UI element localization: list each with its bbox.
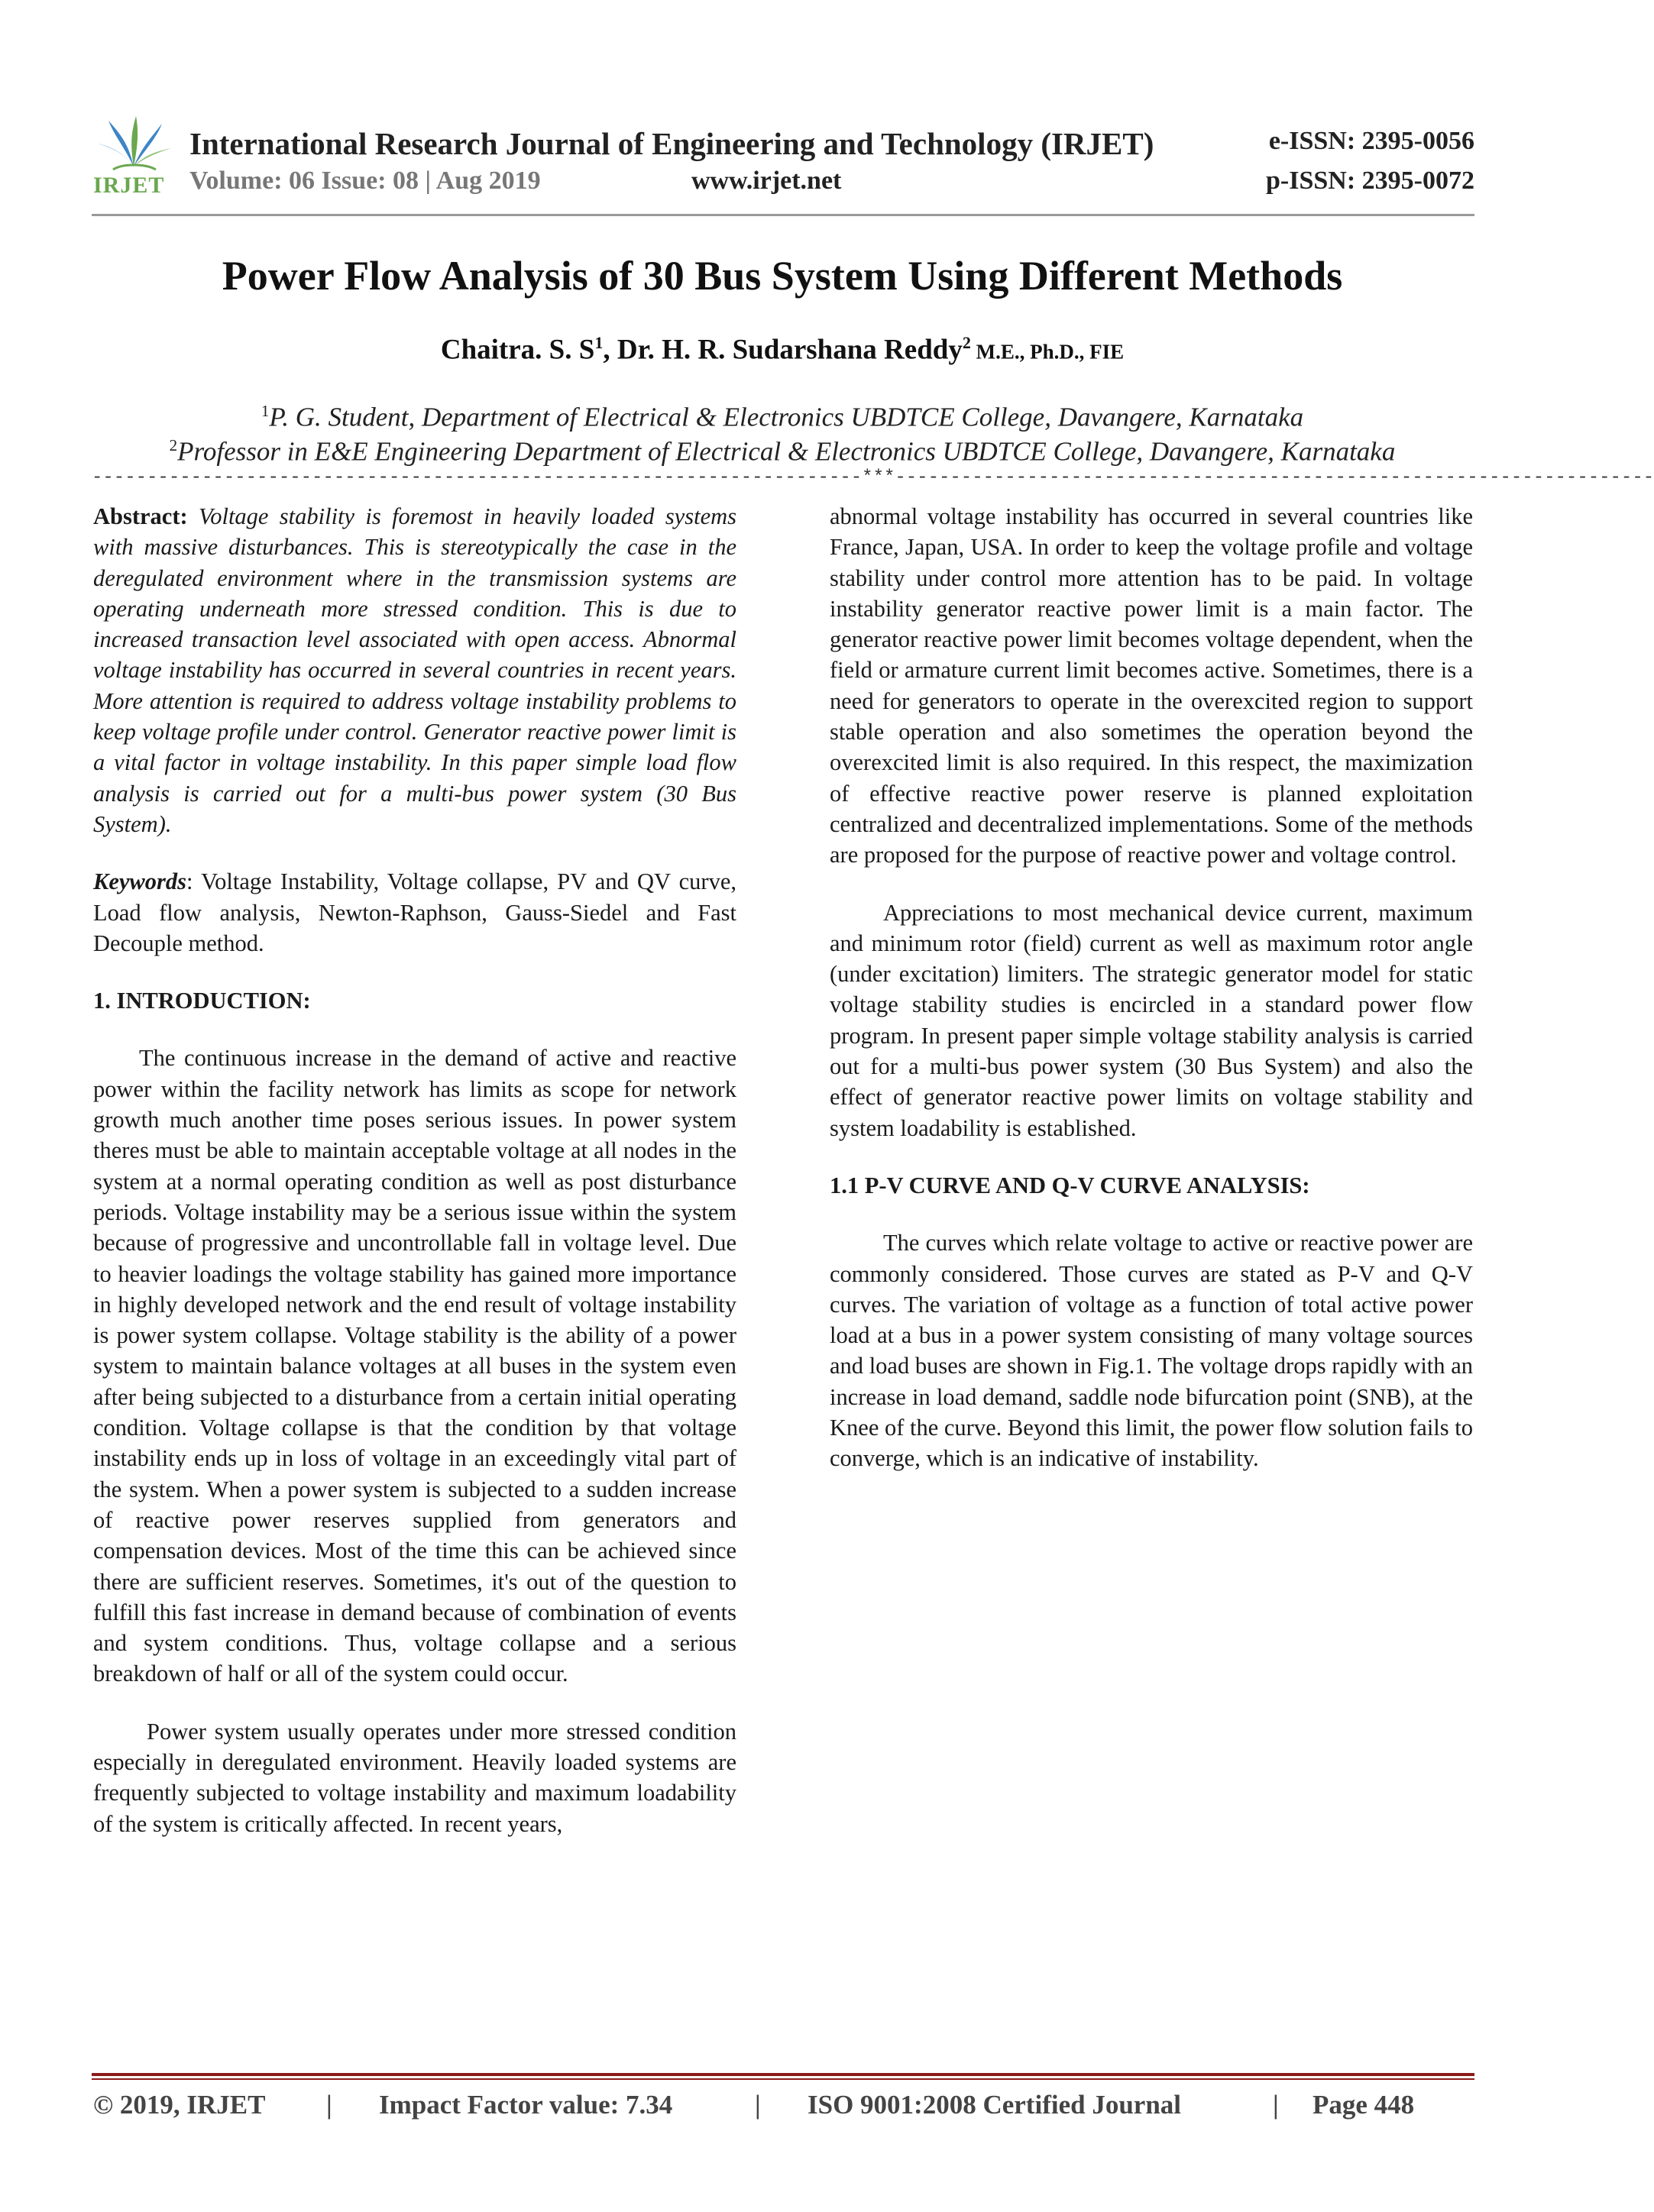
journal-name: International Research Journal of Engineering and Technology (IRJET) [189,126,1154,161]
abstract-label: Abstract: [93,503,188,529]
volume-issue: Volume: 06 Issue: 08 | Aug 2019 [189,167,541,195]
keywords-text: : Voltage Instability, Voltage collapse, PV and QV curve, Load flow analysis, Newton-Raphson, Gauss-Siedel and Fast Decouple method. [93,868,736,956]
affiliation-1-text: P. G. Student, Department of Electrical & Electronics UBDTCE College, Davangere, Karnataka [269,402,1304,432]
footer-rule-top [92,2073,1474,2076]
author-2-sup: 2 [962,333,971,352]
affiliation-1 [0,402,1565,433]
intro-paragraph-1: The continuous increase in the demand of active and reactive power within the facility network has limits as scope for network growth much another time poses serious issues. In power system theres must be able to maintain acceptable voltage at all nodes in the system at a normal operating condition as well as post disturbance periods. Voltage instability may be a serious issue within the system because of progressive and uncontrollable fall in voltage level. Due to heavier loadings the voltage stability has gained more importance in highly developed network and the end result of voltage instability is power system collapse. Voltage stability is the ability of a power system to maintain balance voltages at all buses in the system even after being subjected to a disturbance from a certain initial operating condition. Voltage collapse is that the condition by that voltage instability ends up in loss of voltage in an exceedingly vital part of the system. When a power system is subjected to a sudden increase of reactive power reserves supplied from generators and compensation devices. Most of the time this can be achieved since there are sufficient reserves. Sometimes, it's out of the question to fulfill this fast increase in demand because of combination of events and system conditions. Thus, voltage collapse and a serious breakdown of half or all of the system could occur. [93,1045,736,1687]
paper-title: Power Flow Analysis of 30 Bus System Using Different Methods [222,253,1343,299]
abstract [93,501,736,839]
footer-impact-factor: Impact Factor value: 7.34 [379,2090,673,2120]
affiliation-2-text: Professor in E&E Engineering Department of Electrical & Electronics UBDTCE College, Davangere, Karnataka [177,436,1396,467]
journal-header [92,113,1474,220]
p-issn: p-ISSN: 2395-0072 [1266,167,1474,195]
intro-heading: 1. INTRODUCTION: [93,988,311,1014]
logo-text: IRJET [93,173,165,198]
abstract-text: Voltage stability is foremost in heavily loaded systems with massive disturbances. This is stereotypically the case in the deregulated environment where in the transmission systems are operating underneath more stressed condition. This is due to increased transaction level associated with open access. Abnormal voltage instability has occurred in several countries in recent years. More attention is required to address voltage instability problems to keep voltage profile under control. Generator reactive power limit is a vital factor in voltage instability. In this paper simple load flow analysis is carried out for a multi-bus power system (30 Bus System). [93,503,736,837]
footer-separator-2: | [755,2090,761,2120]
affiliation-1-sup: 1 [261,402,270,420]
right-paragraph-2: Appreciations to most mechanical device current, maximum and minimum rotor (field) current as well as maximum rotor angle (under excitation) limiters. The strategic generator model for static voltage stability studies is encircled in a standard power flow program. In present paper simple voltage stability analysis is carried out for a multi-bus power system (30 Bus System) and also the effect of generator reactive power limits on voltage stability and system loadability is established. [830,899,1473,1141]
affiliation-2-sup: 2 [169,436,178,454]
affiliation-2 [0,436,1565,467]
footer-copyright: © 2019, IRJET [93,2090,266,2120]
author-1: Chaitra. S. S [440,334,595,366]
right-paragraph-1: abnormal voltage instability has occurred in several countries like France, Japan, USA. In order to keep the voltage profile and voltage stability under control more attention has to be paid. In voltage instability generator reactive power limit is a main factor. The generator reactive power limit becomes voltage dependent, when the field or armature current limit becomes active. Sometimes, there is a need for generators to operate in the overexcited region to support stable operation and also sometimes the operation beyond the overexcited limit is also required. In this respect, the maximization of effective reactive power reserve is planned exploitation centralized and decentralized implementations. Some of the methods are proposed for the purpose of reactive power and voltage control. [830,503,1473,868]
e-issn: e-ISSN: 2395-0056 [1268,127,1474,155]
website-link[interactable]: www.irjet.net [691,167,842,195]
keywords-label: Keywords [93,868,186,895]
footer-page-number: Page 448 [1313,2090,1415,2120]
author-line [0,333,1565,366]
footer-iso: ISO 9001:2008 Certified Journal [808,2090,1182,2120]
footer-rule-bottom [92,2078,1474,2080]
keywords [93,866,736,959]
footer-separator-3: | [1273,2090,1279,2120]
right-column [830,501,1473,1501]
header-divider [92,214,1474,216]
author-2-degrees: M.E., Ph.D., FIE [970,340,1125,364]
author-1-sup: 1 [594,333,604,352]
section-heading-1-1: 1.1 P-V CURVE AND Q-V CURVE ANALYSIS: [830,1172,1310,1198]
intro-paragraph-2: Power system usually operates under more stressed condition especially in deregulated environment. Heavily loaded systems are frequently subjected to voltage instability and maximum loadability of the system is critically affected. In recent years, [93,1718,736,1837]
right-paragraph-3: The curves which relate voltage to active or reactive power are commonly considered. Those curves are stated as P-V and Q-V curves. The variation of voltage as a function of total active power load at a bus in a power system consisting of many voltage sources and load buses are shown in Fig.1. The voltage drops rapidly with an increase in load demand, saddle node bifurcation point (SNB), at the Knee of the curve. Beyond this limit, the power flow solution fails to converge, which is an indicative of instability. [830,1230,1473,1472]
author-2: , Dr. H. R. Sudarshana Reddy [603,334,963,366]
footer-separator-1: | [326,2090,332,2120]
section-separator: ----------------------------------------------------------------------***--------------------------------------------------------------------- [92,467,1654,488]
left-column [93,501,736,1866]
